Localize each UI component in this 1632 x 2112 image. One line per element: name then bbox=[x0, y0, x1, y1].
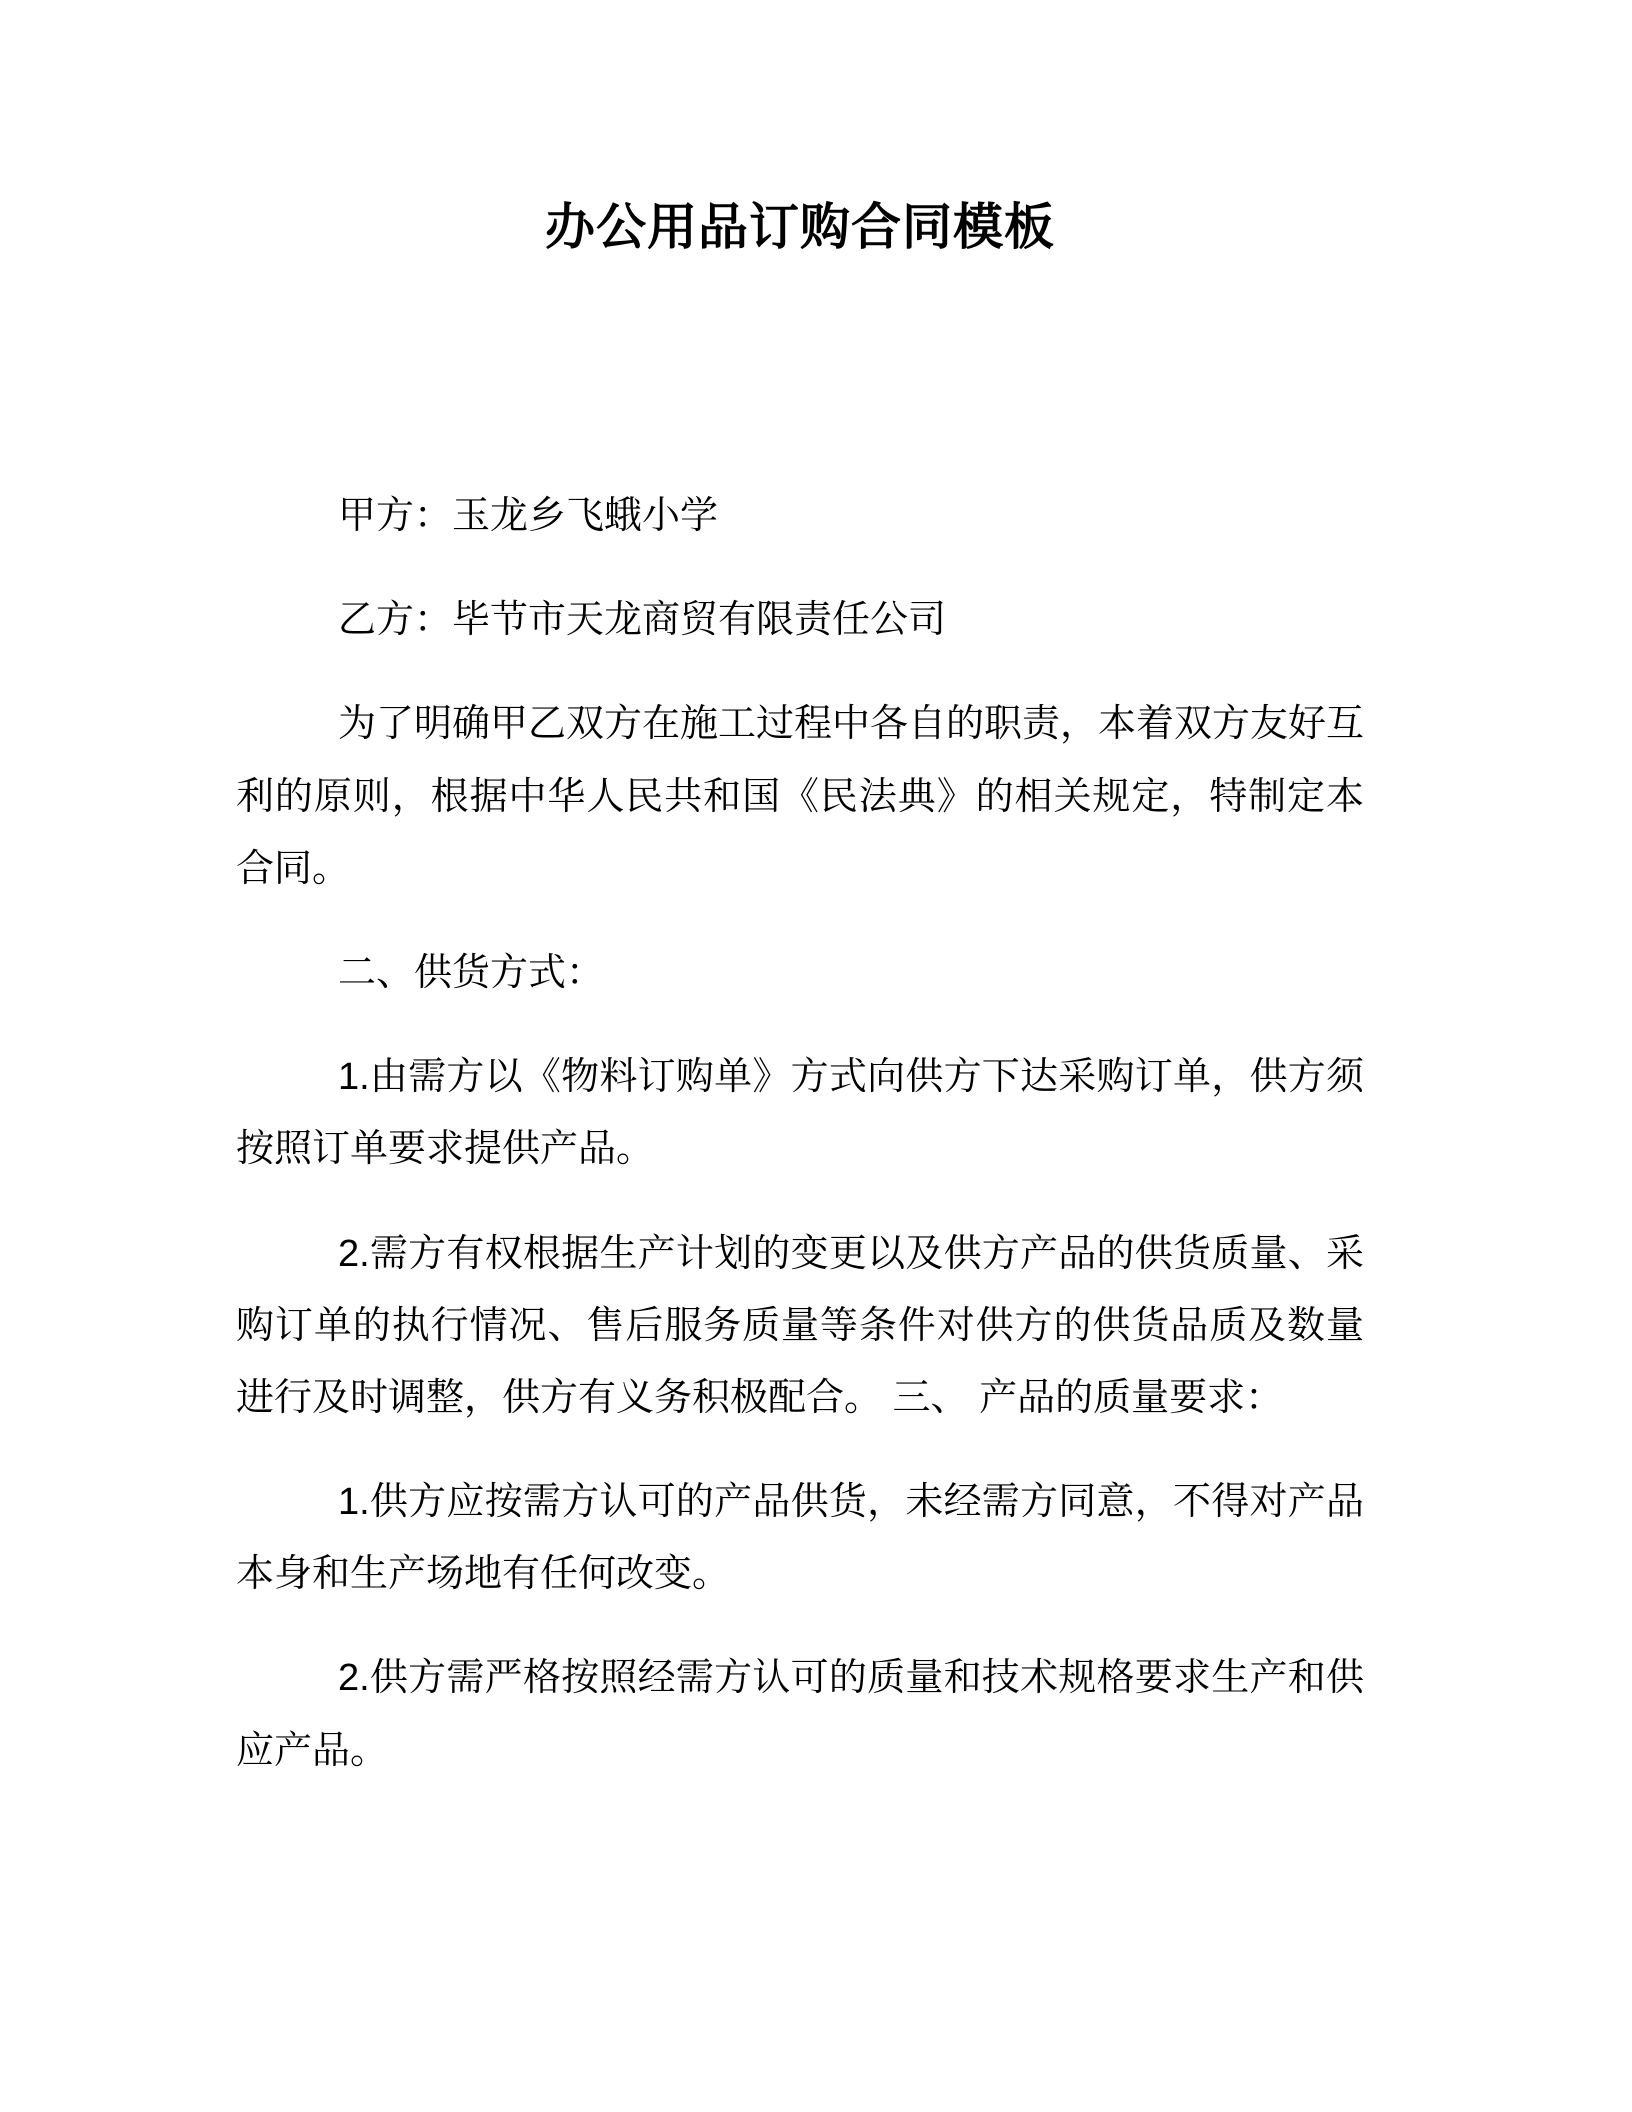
paragraph-supply-method-item-2: 2.需方有权根据生产计划的变更以及供方产品的供货质量、采购订单的执行情况、售后服务质量等条件对供方的供货品质及数量进行及时调整，供方有义务积极配合。 三、 产品的质量要求： bbox=[236, 1232, 1364, 1419]
paragraph-quality-item-1: 1.供方应按需方认可的产品供货，未经需方同意，不得对产品本身和生产场地有任何改变。 bbox=[236, 1481, 1364, 1596]
paragraph-quality-item-2: 2.供方需严格按照经需方认可的质量和技术规格要求生产和供应产品。 bbox=[236, 1657, 1364, 1772]
paragraph-section-supply-method: 二、供货方式： bbox=[338, 951, 605, 994]
paragraph-preamble: 为了明确甲乙双方在施工过程中各自的职责，本着双方友好互利的原则，根据中华人民共和国《民法典》的相关规定，特制定本合同。 bbox=[236, 703, 1365, 890]
document-body bbox=[236, 480, 1364, 1787]
paragraph-supply-method-item-1: 1.由需方以《物料订购单》方式向供方下达采购订单，供方须按照订单要求提供产品。 bbox=[236, 1056, 1364, 1171]
document-title: 办公用品订购合同模板 bbox=[545, 199, 1055, 255]
paragraph-party-a: 甲方：玉龙乡飞蛾小学 bbox=[338, 495, 719, 537]
paragraph-party-b: 乙方：毕节市天龙商贸有限责任公司 bbox=[338, 599, 947, 642]
